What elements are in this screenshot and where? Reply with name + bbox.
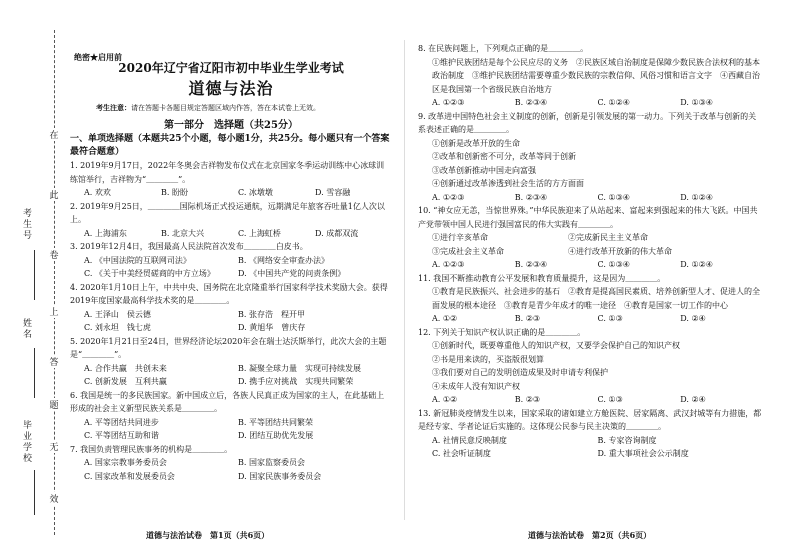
candidate-notice [96,101,392,116]
answer-option: A. 《中国法院的互联网司法》 [84,255,191,265]
answer-options [70,456,392,483]
answer-option: C. 社会听证制度 [432,449,491,458]
seal-char: 题 [46,398,62,411]
notice-text: 请在答题卡各题目规定答题区域内作答，答在本试卷上无效。 [131,104,320,112]
answer-option: B. 专家咨询制度 [597,435,657,445]
question [418,272,763,326]
answer-option: B. ②③④ [514,98,548,107]
question-statement: ③我们要对自己的发明创造成果及时申请专利保护 [432,368,608,377]
answer-option: D. 《中国共产党的问责条例》 [238,269,346,278]
subject-title: 道德与法治 [188,78,274,98]
notice-label: 考生注意： [96,103,131,112]
question-statement: ①创新时代，既要尊重他人的知识产权，又要学会保护自己的知识产权 [432,341,680,350]
answer-option: A. ①② [432,395,458,404]
answer-option: C. ①③ [597,395,623,404]
answer-option: B. 盼盼 [161,188,188,197]
answer-option: D. ②④ [680,395,706,404]
question-stem: 9. 改革进中国特色社会主义制度的创新，创新是引领发展的第一动力。下列关于改革与创新的关系表述正确的是＿＿＿＿。 [418,111,757,134]
answer-options [70,416,392,443]
seal-char: 效 [46,492,62,505]
answer-option: D. 雪容融 [315,188,351,197]
answer-option: B. 国家监察委员会 [238,458,305,467]
answer-options [418,96,763,110]
answer-option: C. 国家改革和发展委员会 [84,471,175,481]
question-stem: 12. 下列关于知识产权认识正确的是＿＿＿＿。 [418,327,586,337]
answer-options [70,308,392,335]
part-title: 第一部分 选择题（共25分） [164,119,298,131]
question [418,42,763,110]
answer-option: C. 冰墩墩 [238,188,273,197]
page-footer-right: 道德与法治试卷 第2页（共6页） [528,530,652,540]
answer-options [418,312,763,326]
right-column [418,42,763,461]
answer-option: A. ①② [432,314,458,323]
left-question-list [70,159,392,483]
answer-option: C. ①③ [597,314,623,323]
seal-char: 此 [46,188,62,201]
question-statement: ④未成年人没有知识产权 [432,381,520,391]
page-footer-left: 道德与法治试卷 第1页（共6页） [146,530,270,540]
seal-char: 卷 [46,248,62,261]
school-line [34,470,35,515]
answer-option: C. ①③④ [597,192,630,202]
candidate-number-label: 考生号 [21,208,31,241]
right-question-list [418,42,763,461]
answer-option: D. 成都双流 [315,228,359,238]
question [418,110,763,205]
question [70,159,392,200]
answer-option: A. ①②③ [432,98,465,107]
question-stem: 1. 2019年9月17日，2022年冬奥会吉祥物发布仪式在北京国家冬季运动训练中心冰球训练馆举行，吉祥物为“＿＿＿＿”。 [70,161,385,184]
seal-char: 上 [46,305,62,318]
answer-option: A. ①②③ [432,260,465,269]
confidential-mark: 绝密★启用前 [74,52,122,62]
seal-line [54,30,55,535]
question-stem: 3. 2019年12月4日，我国最高人民法院首次发布＿＿＿＿白皮书。 [70,242,308,251]
answer-option: B. ②③ [514,314,541,323]
seal-char: 无 [46,440,62,453]
answer-option: D. ②④ [680,314,706,323]
answer-option: D. ①②④ [680,260,713,269]
question-stem: 11. 我国不断推动教育公平发展和教育质量提升，这是因为＿＿＿＿。 [418,273,666,283]
answer-options [418,258,763,272]
question-stem: 8. 在民族问题上，下列观点正确的是＿＿＿＿。 [418,44,589,53]
answer-option: D. ①③④ [680,98,713,107]
answer-option: C. 上海虹桥 [238,228,281,238]
question-statement: ①维护民族团结是每个公民应尽的义务 ②民族区域自治制度是保障少数民族合法权利的基本政治制度 ③维护民族团结需要尊重少数民族的宗教信仰、风俗习惯和语言文字 ④西藏自治区是我国第一个省级民族自治地方 [432,57,760,94]
candidate-number-line [34,250,35,300]
answer-option: B. ②③④ [514,192,548,202]
question-statement: ②改革和创新密不可分，改革等同于创新 [432,152,576,161]
answer-option: D. 黄旭华 曾庆存 [238,323,306,332]
answer-option: B. ②③ [514,395,541,404]
question [418,326,763,407]
answer-option: A. ①②③ [432,192,465,202]
answer-option: D. 携手应对挑战 实现共同繁荣 [238,377,354,386]
answer-option: C. 刘永坦 钱七虎 [84,323,151,332]
answer-option: A. 王泽山 侯云德 [84,309,151,319]
answer-option: C. ①②④ [597,98,630,107]
answer-option: B. 凝聚全球力量 实现可持续发展 [238,363,361,373]
binding-margin [0,0,64,560]
answer-options [70,254,392,281]
answer-option: A. 国家宗教事务委员会 [84,458,167,467]
answer-option: B. 平等团结共同繁荣 [238,417,313,427]
question [70,281,392,335]
answer-option: C. ①③④ [597,260,630,269]
answer-option: B. ②③④ [514,260,548,269]
answer-option: C. 《关于中美经贸磋商的中方立场》 [84,269,215,278]
question-statement: ①教育是民族振兴、社会进步的基石 ②教育是提高国民素质、培养创新型人才、促进人的全面发展的根本途径 ③教育是青少年成才的唯一途径 ④教育是国家一切工作的中心 [432,287,760,310]
question [70,389,392,443]
answer-option: C. 创新发展 互利共赢 [84,377,167,386]
answer-options [418,393,763,407]
question [70,335,392,389]
question-stem: 6. 我国是统一的多民族国家。新中国成立后，各族人民真正成为国家的主人，在此基础上形成的社会主义新型民族关系是＿＿＿＿。 [70,390,385,413]
exam-title: 2020年辽宁省辽阳市初中毕业生学业考试 [118,61,344,75]
answer-option: D. 重大事项社会公示制度 [597,449,689,458]
answer-option: A. 欢欢 [84,188,111,197]
answer-options [70,227,392,241]
seal-char: 在 [46,128,62,141]
answer-option: A. 合作共赢 共创未来 [84,363,167,373]
page-divider [404,40,405,520]
question [70,443,392,484]
answer-options [70,186,392,200]
answer-options [70,362,392,389]
name-line [34,348,35,398]
question-stem: 7. 我国负责管理民族事务的机构是＿＿＿＿。 [70,444,233,454]
question-statement: ③完成社会主义革命 ④进行改革开放新的伟大革命 [432,246,672,256]
answer-option: D. ①②④ [680,192,713,202]
question [70,240,392,281]
name-label: 姓名 [21,318,31,340]
answer-options [418,434,763,461]
answer-option: D. 团结互助优先发展 [238,431,314,440]
question-stem: 2. 2019年9月25日，＿＿＿＿国际机场正式投运通航，远期满足年旅客吞吐量1亿人次以上。 [70,201,385,224]
answer-option: B. 张存浩 程开甲 [238,309,305,319]
answer-option: A. 平等团结共同进步 [84,417,159,427]
question [418,204,763,272]
question-statement: ③改革创新推动中国走向富强 [432,165,536,175]
answer-option: A. 社情民意反映制度 [432,435,507,445]
answer-option: D. 国家民族事务委员会 [238,471,322,481]
question-stem: 4. 2020年1月10日上午，中共中央、国务院在北京隆重举行国家科学技术奖励大会。获得2019年度国家最高科学技术奖的是＿＿＿＿。 [70,282,388,305]
seal-char: 答 [46,355,62,368]
school-label: 毕业学校 [21,420,31,464]
question-statement: ①创新是改革开放的生命 [432,138,520,148]
question-stem: 10. “神女应无恙，当惊世界殊。”中华民族迎来了从站起来、富起来到强起来的伟大飞跃。中国共产党带领中国人民进行强国富民的伟大实践有＿＿＿＿。 [418,206,758,229]
question [418,407,763,461]
question-statement: ④创新通过改革渗透到社会生活的方方面面 [432,179,584,188]
question-stem: 5. 2020年1月21日至24日，世界经济论坛2020年会在瑞士达沃斯举行，此次大会的主题是“＿＿＿＿”。 [70,336,387,359]
answer-option: B. 北京大兴 [161,228,204,238]
section-title: 一、单项选择题（本题共25个小题，每小题1分，共25分。每小题只有一个答案最符合题意） [70,134,390,157]
answer-option: A. 上海浦东 [84,228,127,238]
question [70,200,392,241]
answer-option: B. 《网络安全审查办法》 [238,255,329,265]
question-stem: 13. 新冠肺炎疫情发生以来，国家采取的诸如建立方舱医院、居家隔离、武汉封城等有力措施，都是经专家、学者论证后实施的。这体现公民参与民主决策的＿＿＿＿。 [418,408,762,431]
left-column [70,38,392,483]
question-statement: ①进行辛亥革命 ②完成新民主主义革命 [432,233,648,242]
answer-option: C. 平等团结互助和谐 [84,431,159,440]
answer-options [418,191,763,205]
question-statement: ②书是用来读的，买盗版很划算 [432,354,544,364]
